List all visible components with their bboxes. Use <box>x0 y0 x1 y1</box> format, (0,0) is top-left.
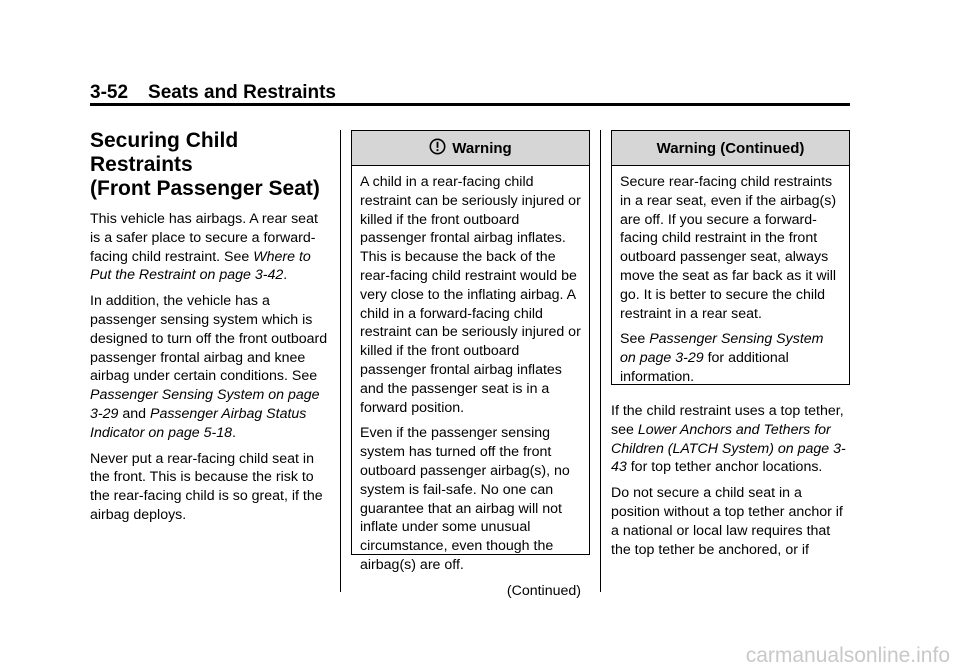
warning-header <box>352 131 589 166</box>
warning-paragraph-1: A child in a rear-facing child restraint can be seriously injured or killed if the front outboard passenger frontal airbag inflates. This is because the back of the rear-facing child restraint would be very close to the inflating airbag. A child in a forward-facing child restraint can be seriously injured or killed if the front outboard passenger frontal airbag inflates and the passenger seat is in a forward position. <box>360 174 581 416</box>
warning-continued-title: Warning (Continued) <box>656 139 805 157</box>
warning-title: Warning <box>452 139 512 157</box>
section-heading: Securing Child Restraints (Front Passenger Seat) <box>90 129 320 200</box>
section-title: Seats and Restraints <box>148 82 336 103</box>
header-rule <box>90 103 850 106</box>
column-1 <box>90 129 330 532</box>
warning-box <box>351 130 590 599</box>
paragraph-top-tether: If the child restraint uses a top tether, see Lower Anchors and Tethers for Children (LATCH System) on page 3-43 for top tether anchor locations. <box>611 403 846 476</box>
warning-continued-header <box>612 131 849 166</box>
paragraph-rear-facing: Never put a rear-facing child seat in the front. This is because the risk to the rear-facing child is so great, if the airbag deploys. <box>90 450 323 523</box>
watermark: carmanualsonline.info <box>745 644 950 667</box>
paragraph-no-anchor: Do not secure a child seat in a position without a top tether anchor if a national or local law requires that the top tether be anchored, or if <box>611 485 843 558</box>
warning-paragraph-2: Even if the passenger sensing system has turned off the front outboard passenger airbag(s), no system is fail-safe. No one can guarantee that an airbag will not inflate under some unusual circumstance, even though the airbag(s) are off. <box>360 425 570 573</box>
page-number: 3-52 <box>90 82 129 103</box>
paragraph-airbags: This vehicle has airbags. A rear seat is a safer place to secure a forward-facing child restraint. See Where to Put the Restraint on page 3-42. <box>90 211 318 284</box>
link-where-to-put[interactable]: Where to Put the Restraint on page 3-42 <box>90 248 311 284</box>
warning-icon <box>429 138 446 159</box>
column-3-text <box>611 402 851 566</box>
continued-label: (Continued) <box>506 582 581 599</box>
link-passenger-sensing-2[interactable]: Passenger Sensing System on page 3-29 <box>620 331 824 367</box>
column-divider-left <box>340 130 341 592</box>
warning-continued-paragraph-2: See Passenger Sensing System on page 3-29 for additional information. <box>620 331 824 385</box>
link-passenger-sensing[interactable]: Passenger Sensing System on page 3-29 <box>90 387 320 422</box>
link-airbag-status-indicator[interactable]: Passenger Airbag Status Indicator on page 5-18 <box>90 405 307 441</box>
column-divider-right <box>600 130 601 592</box>
page-header <box>90 82 336 104</box>
paragraph-sensing-system: In addition, the vehicle has a passenger sensing system which is designed to turn off the front outboard passenger frontal airbag and knee airbag under certain conditions. See Passenger Sensing System on page 3-29 and Passenger Airbag Status Indicator on page 5-18. <box>90 293 328 441</box>
warning-continued-paragraph-1: Secure rear-facing child restraints in a rear seat, even if the airbag(s) are off. If you secure a forward-facing child restraint in the front outboard passenger seat, always move the seat as far back as it will go. It is better to secure the child restraint in a rear seat. <box>620 174 837 322</box>
link-latch-system[interactable]: Lower Anchors and Tethers for Children (LATCH System) on page 3-43 <box>611 421 846 476</box>
warning-continued-box <box>611 130 850 385</box>
